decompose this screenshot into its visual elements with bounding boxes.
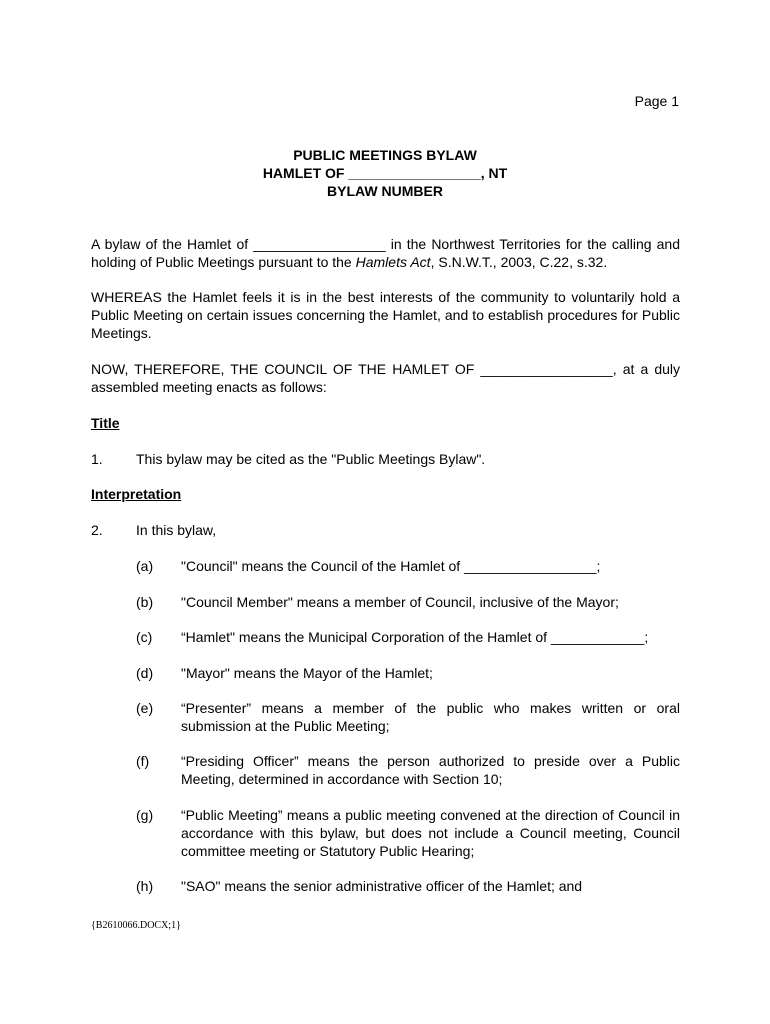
definition-label: (g) — [136, 807, 154, 823]
definition-text: "Council Member" means a member of Council, inclusive of the Mayor; — [181, 594, 619, 610]
document-footer-id: {B2610066.DOCX;1} — [91, 920, 181, 931]
section-text: This bylaw may be cited as the "Public Meetings Bylaw". — [136, 451, 486, 467]
definition-text: “Public Meeting” means a public meeting convened at the direction of Council in accordance with this bylaw, but does not include a Council meeting, Council committee meeting or Statutory Public Hearing; — [181, 807, 680, 859]
definition-text: "SAO" means the senior administrative officer of the Hamlet; and — [181, 878, 583, 894]
definition-text: “Presiding Officer” means the person authorized to preside over a Public Meeting, determined in accordance with Section 10; — [181, 753, 680, 787]
definition-label: (h) — [136, 878, 154, 894]
document-title — [0, 146, 770, 200]
definition-label: (b) — [136, 594, 154, 610]
title-line-2: HAMLET OF _________________, NT — [262, 165, 508, 181]
section-number: 1. — [91, 451, 103, 467]
definition-label: (a) — [136, 558, 154, 574]
definition-label: (f) — [136, 753, 150, 769]
title-line-1: PUBLIC MEETINGS BYLAW — [293, 147, 477, 163]
intro-p1-text-a: A bylaw of the Hamlet of _________________ in the Northwest Territories for the calling and holding of Public Meetings pursuant to the — [91, 236, 680, 270]
section-heading-title: Title — [91, 415, 120, 431]
definition-label: (e) — [136, 700, 154, 716]
section-text: In this bylaw, — [136, 522, 217, 538]
intro-paragraph-1 — [91, 235, 680, 271]
section-number: 2. — [91, 522, 103, 538]
definition-text: "Council" means the Council of the Hamlet of _________________; — [181, 558, 601, 574]
definition-text: “Hamlet" means the Municipal Corporation of the Hamlet of ____________; — [181, 629, 649, 645]
definition-text: “Presenter” means a member of the public who makes written or oral submission at the Public Meeting; — [181, 700, 680, 734]
section-heading-interpretation: Interpretation — [91, 486, 182, 502]
act-name: Hamlets Act — [355, 254, 431, 270]
page-number: Page 1 — [634, 93, 679, 109]
intro-p1-text-b: , S.N.W.T., 2003, C.22, s.32. — [430, 254, 608, 270]
definition-label: (d) — [136, 665, 154, 681]
title-line-3: BYLAW NUMBER — [327, 183, 443, 199]
enacting-paragraph: NOW, THEREFORE, THE COUNCIL OF THE HAMLET OF _________________, at a duly assembled meeting enacts as follows: — [91, 361, 680, 395]
definition-text: "Mayor" means the Mayor of the Hamlet; — [181, 665, 433, 681]
whereas-paragraph: WHEREAS the Hamlet feels it is in the best interests of the community to voluntarily hold a Public Meeting on certain issues concerning the Hamlet, and to establish procedures for Public Meetings. — [91, 289, 680, 341]
definition-label: (c) — [136, 629, 153, 645]
